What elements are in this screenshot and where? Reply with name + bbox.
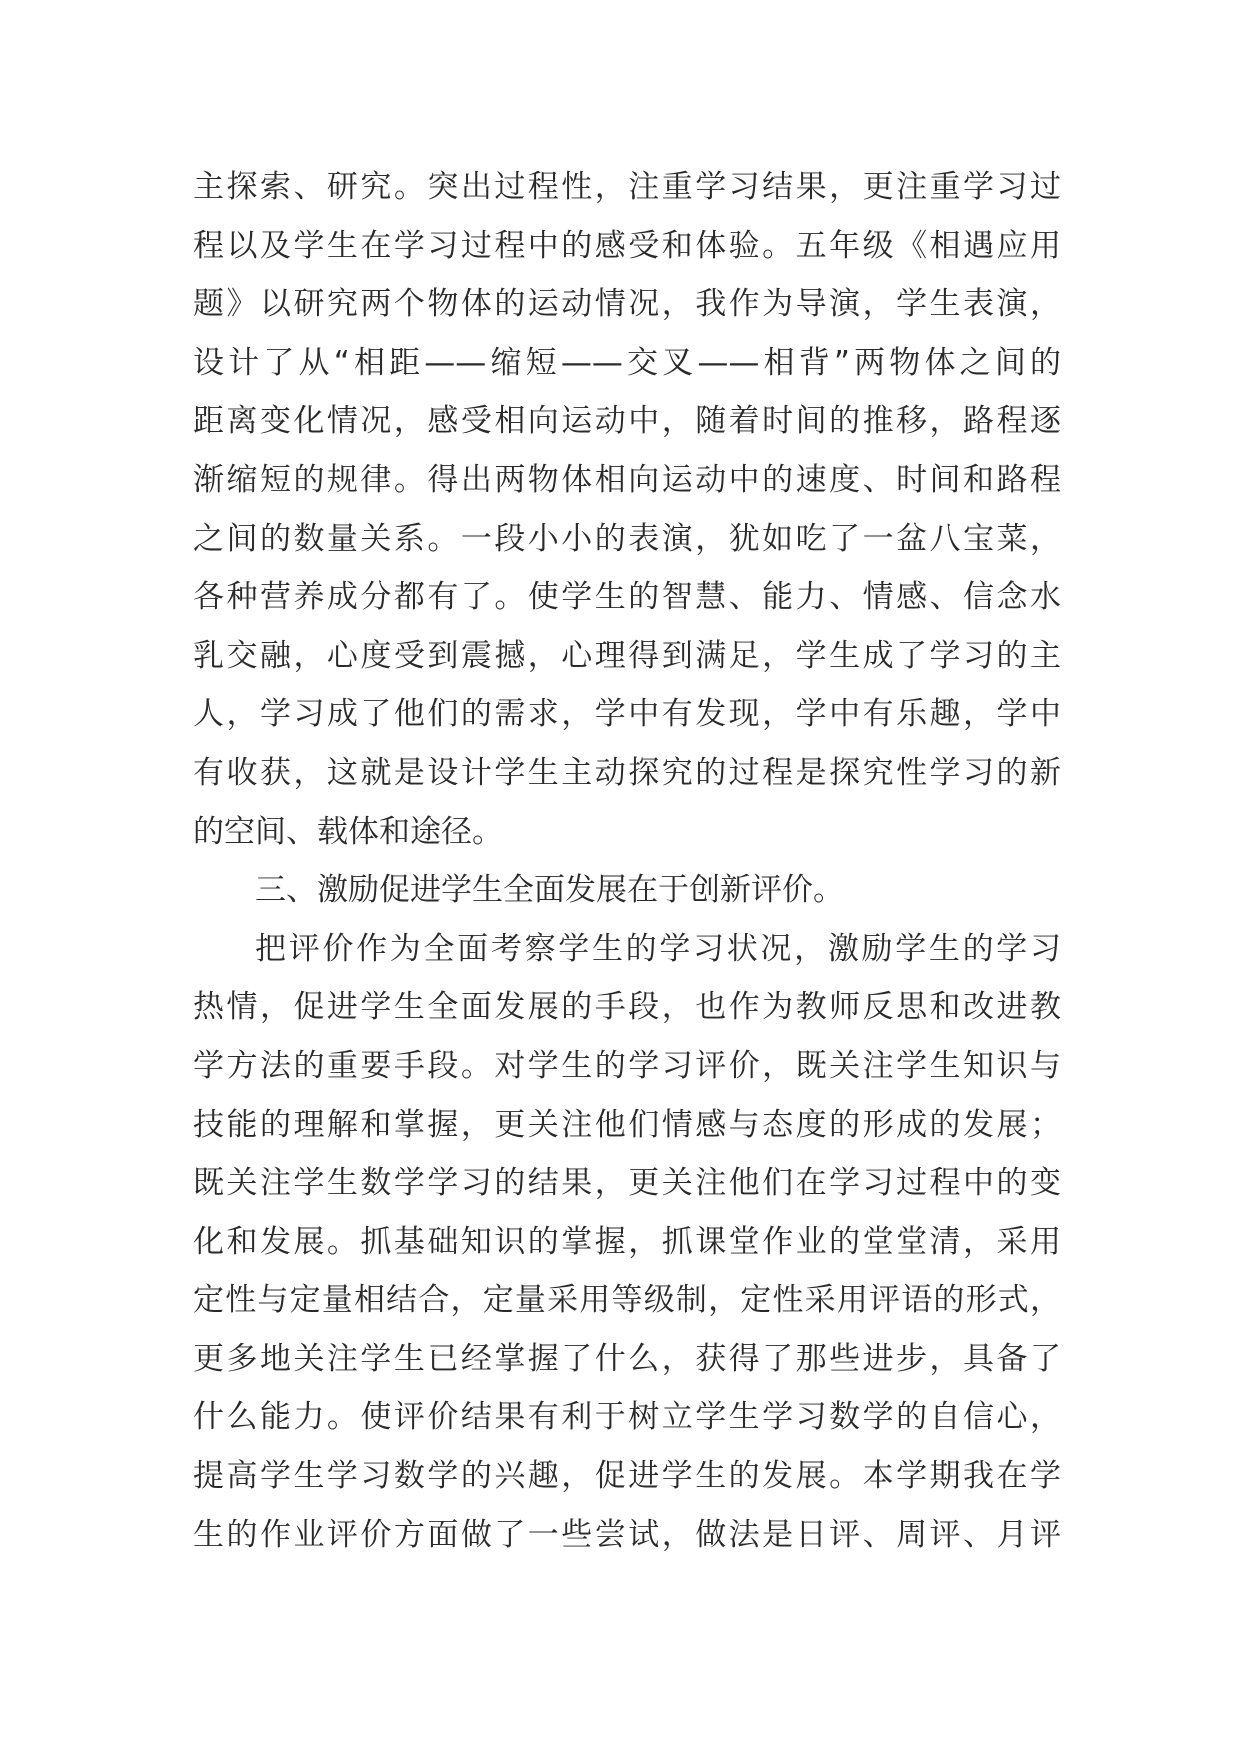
document-body (193, 158, 1061, 1564)
text-line: 生的作业评价方面做了一些尝试，做法是日评、周评、月评 (193, 1516, 1061, 1553)
text-line: 距离变化情况，感受相向运动中，随着时间的推移，路程逐 (193, 403, 1061, 440)
paragraph-first-line: 把评价作为全面考察学生的学习状况，激励学生的学习 (255, 930, 1061, 967)
text-line: 各种营养成分都有了。使学生的智慧、能力、情感、信念水 (193, 579, 1061, 616)
text-line: 乳交融，心度受到震撼，心理得到满足，学生成了学习的主 (193, 637, 1061, 674)
text-line: 的空间、载体和途径。 (193, 813, 503, 850)
text-line: 主探索、研究。突出过程性，注重学习结果，更注重学习过 (193, 169, 1061, 205)
text-line: 之间的数量关系。一段小小的表演，犹如吃了一盆八宝菜， (193, 520, 1061, 557)
text-line: 有收获，这就是设计学生主动探究的过程是探究性学习的新 (193, 754, 1061, 791)
text-line: 人，学习成了他们的需求，学中有发现，学中有乐趣，学中 (193, 696, 1061, 733)
text-line: 热情，促进学生全面发展的手段，也作为教师反思和改进教 (193, 989, 1061, 1026)
text-line: 既关注学生数学学习的结果，更关注他们在学习过程中的变 (193, 1165, 1061, 1202)
text-line: 定性与定量相结合，定量采用等级制，定性采用评语的形式， (193, 1282, 1061, 1319)
text-line: 更多地关注学生已经掌握了什么，获得了那些进步，具备了 (193, 1340, 1061, 1377)
text-line: 渐缩短的规律。得出两物体相向运动中的速度、时间和路程 (193, 461, 1061, 498)
text-line: 学方法的重要手段。对学生的学习评价，既关注学生知识与 (193, 1047, 1061, 1084)
section-heading: 三、激励促进学生全面发展在于创新评价。 (255, 872, 844, 909)
text-line: 设计了从“相距——缩短——交叉——相背”两物体之间的 (193, 344, 1061, 381)
text-line: 程以及学生在学习过程中的感受和体验。五年级《相遇应用 (193, 227, 1061, 264)
text-line: 提高学生学习数学的兴趣，促进学生的发展。本学期我在学 (193, 1458, 1061, 1495)
text-line: 题》以研究两个物体的运动情况，我作为导演，学生表演， (193, 286, 1061, 323)
text-line: 化和发展。抓基础知识的掌握，抓课堂作业的堂堂清，采用 (193, 1223, 1061, 1260)
text-line: 什么能力。使评价结果有利于树立学生学习数学的自信心， (193, 1399, 1061, 1436)
text-line: 技能的理解和掌握，更关注他们情感与态度的形成的发展； (193, 1106, 1061, 1143)
